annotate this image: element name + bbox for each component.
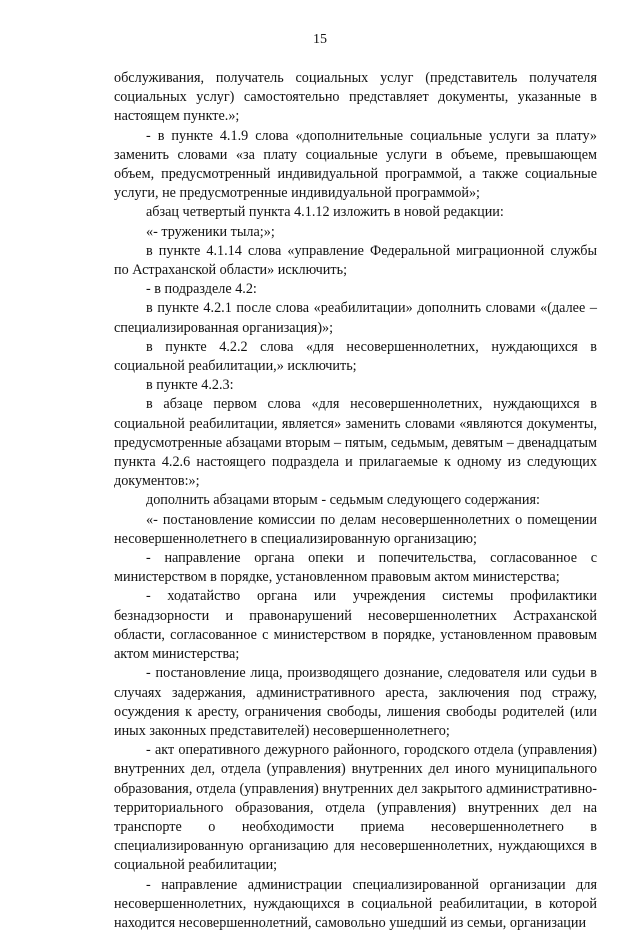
page-number: 15 [313, 32, 327, 47]
paragraph: дополнить абзацами вторым - седьмым следующего содержания: [146, 492, 540, 509]
paragraph: - ходатайство органа или учреждения системы профилактики безнадзорности и правонарушений несовершеннолетних Астраханской области, согласованное с министерством в порядке, установленном правовым актом министерства; [114, 588, 597, 663]
paragraph: - направление органа опеки и попечительства, согласованное с министерством в порядке, установленном правовым актом министерства; [114, 550, 597, 586]
paragraph: в пункте 4.1.14 слова «управление Федеральной миграционной службы по Астраханской области» исключить; [114, 242, 597, 279]
document-body [114, 69, 597, 933]
paragraph: «- постановление комиссии по делам несовершеннолетних о помещении несовершеннолетнего в специализированную организацию; [114, 511, 597, 547]
paragraph: - в пункте 4.1.9 слова «дополнительные социальные услуги за плату» заменить словами «за плату социальные услуги в объеме, превышающем объем, предусмотренный индивидуальной программой, а также социальные услуги, не предусмотренные индивидуальной программой»; [114, 127, 597, 202]
paragraph: в абзаце первом слова «для несовершеннолетних, нуждающихся в социальной реабилитации, является» заменить словами «являются документы, предусмотренные абзацами вторым – пятым, седьмым, девятым – двенадцатым пункта 4.2.6 настоящего подраздела и прилагаемые к одному из следующих документов:»; [114, 396, 597, 490]
paragraph: в пункте 4.2.3: [146, 377, 234, 394]
paragraph: в пункте 4.2.1 после слова «реабилитации» дополнить словами «(далее – специализированная организация)»; [114, 300, 597, 336]
paragraph: - в подразделе 4.2: [146, 281, 257, 298]
paragraph: в пункте 4.2.2 слова «для несовершеннолетних, нуждающихся в социальной реабилитации,» исключить; [114, 338, 597, 375]
paragraph: «- труженики тыла;»; [146, 223, 275, 240]
paragraph: обслуживания, получатель социальных услуг (представитель получателя социальных услуг) самостоятельно представляет документы, указанные в настоящем пункте.»; [114, 70, 597, 125]
paragraph: абзац четвертый пункта 4.1.12 изложить в новой редакции: [146, 204, 504, 221]
paragraph: - постановление лица, производящего дознание, следователя или судьи в случаях задержания, административного ареста, заключения под стражу, осуждения к аресту, ограничения свободы, лишения свободы родителей (или иных законных представителей) несовершеннолетнего; [114, 665, 597, 739]
paragraph: - направление администрации специализированной организации для несовершеннолетних, нуждающихся в социальной реабилитации, в которой находится несовершеннолетний, самовольно ушедший из семьи, организации [114, 876, 597, 931]
paragraph: - акт оперативного дежурного районного, городского отдела (управления) внутренних дел, отдела (управления) внутренних дел иного муниципального образования, отдела (управления) внутренних дел закрытого административно-территориального образования, отдела (управления) внутренних дел на транспорте о необходимости приема несовершеннолетнего в специализированную организацию для несовершеннолетних, нуждающихся в социальной реабилитации; [114, 742, 597, 874]
